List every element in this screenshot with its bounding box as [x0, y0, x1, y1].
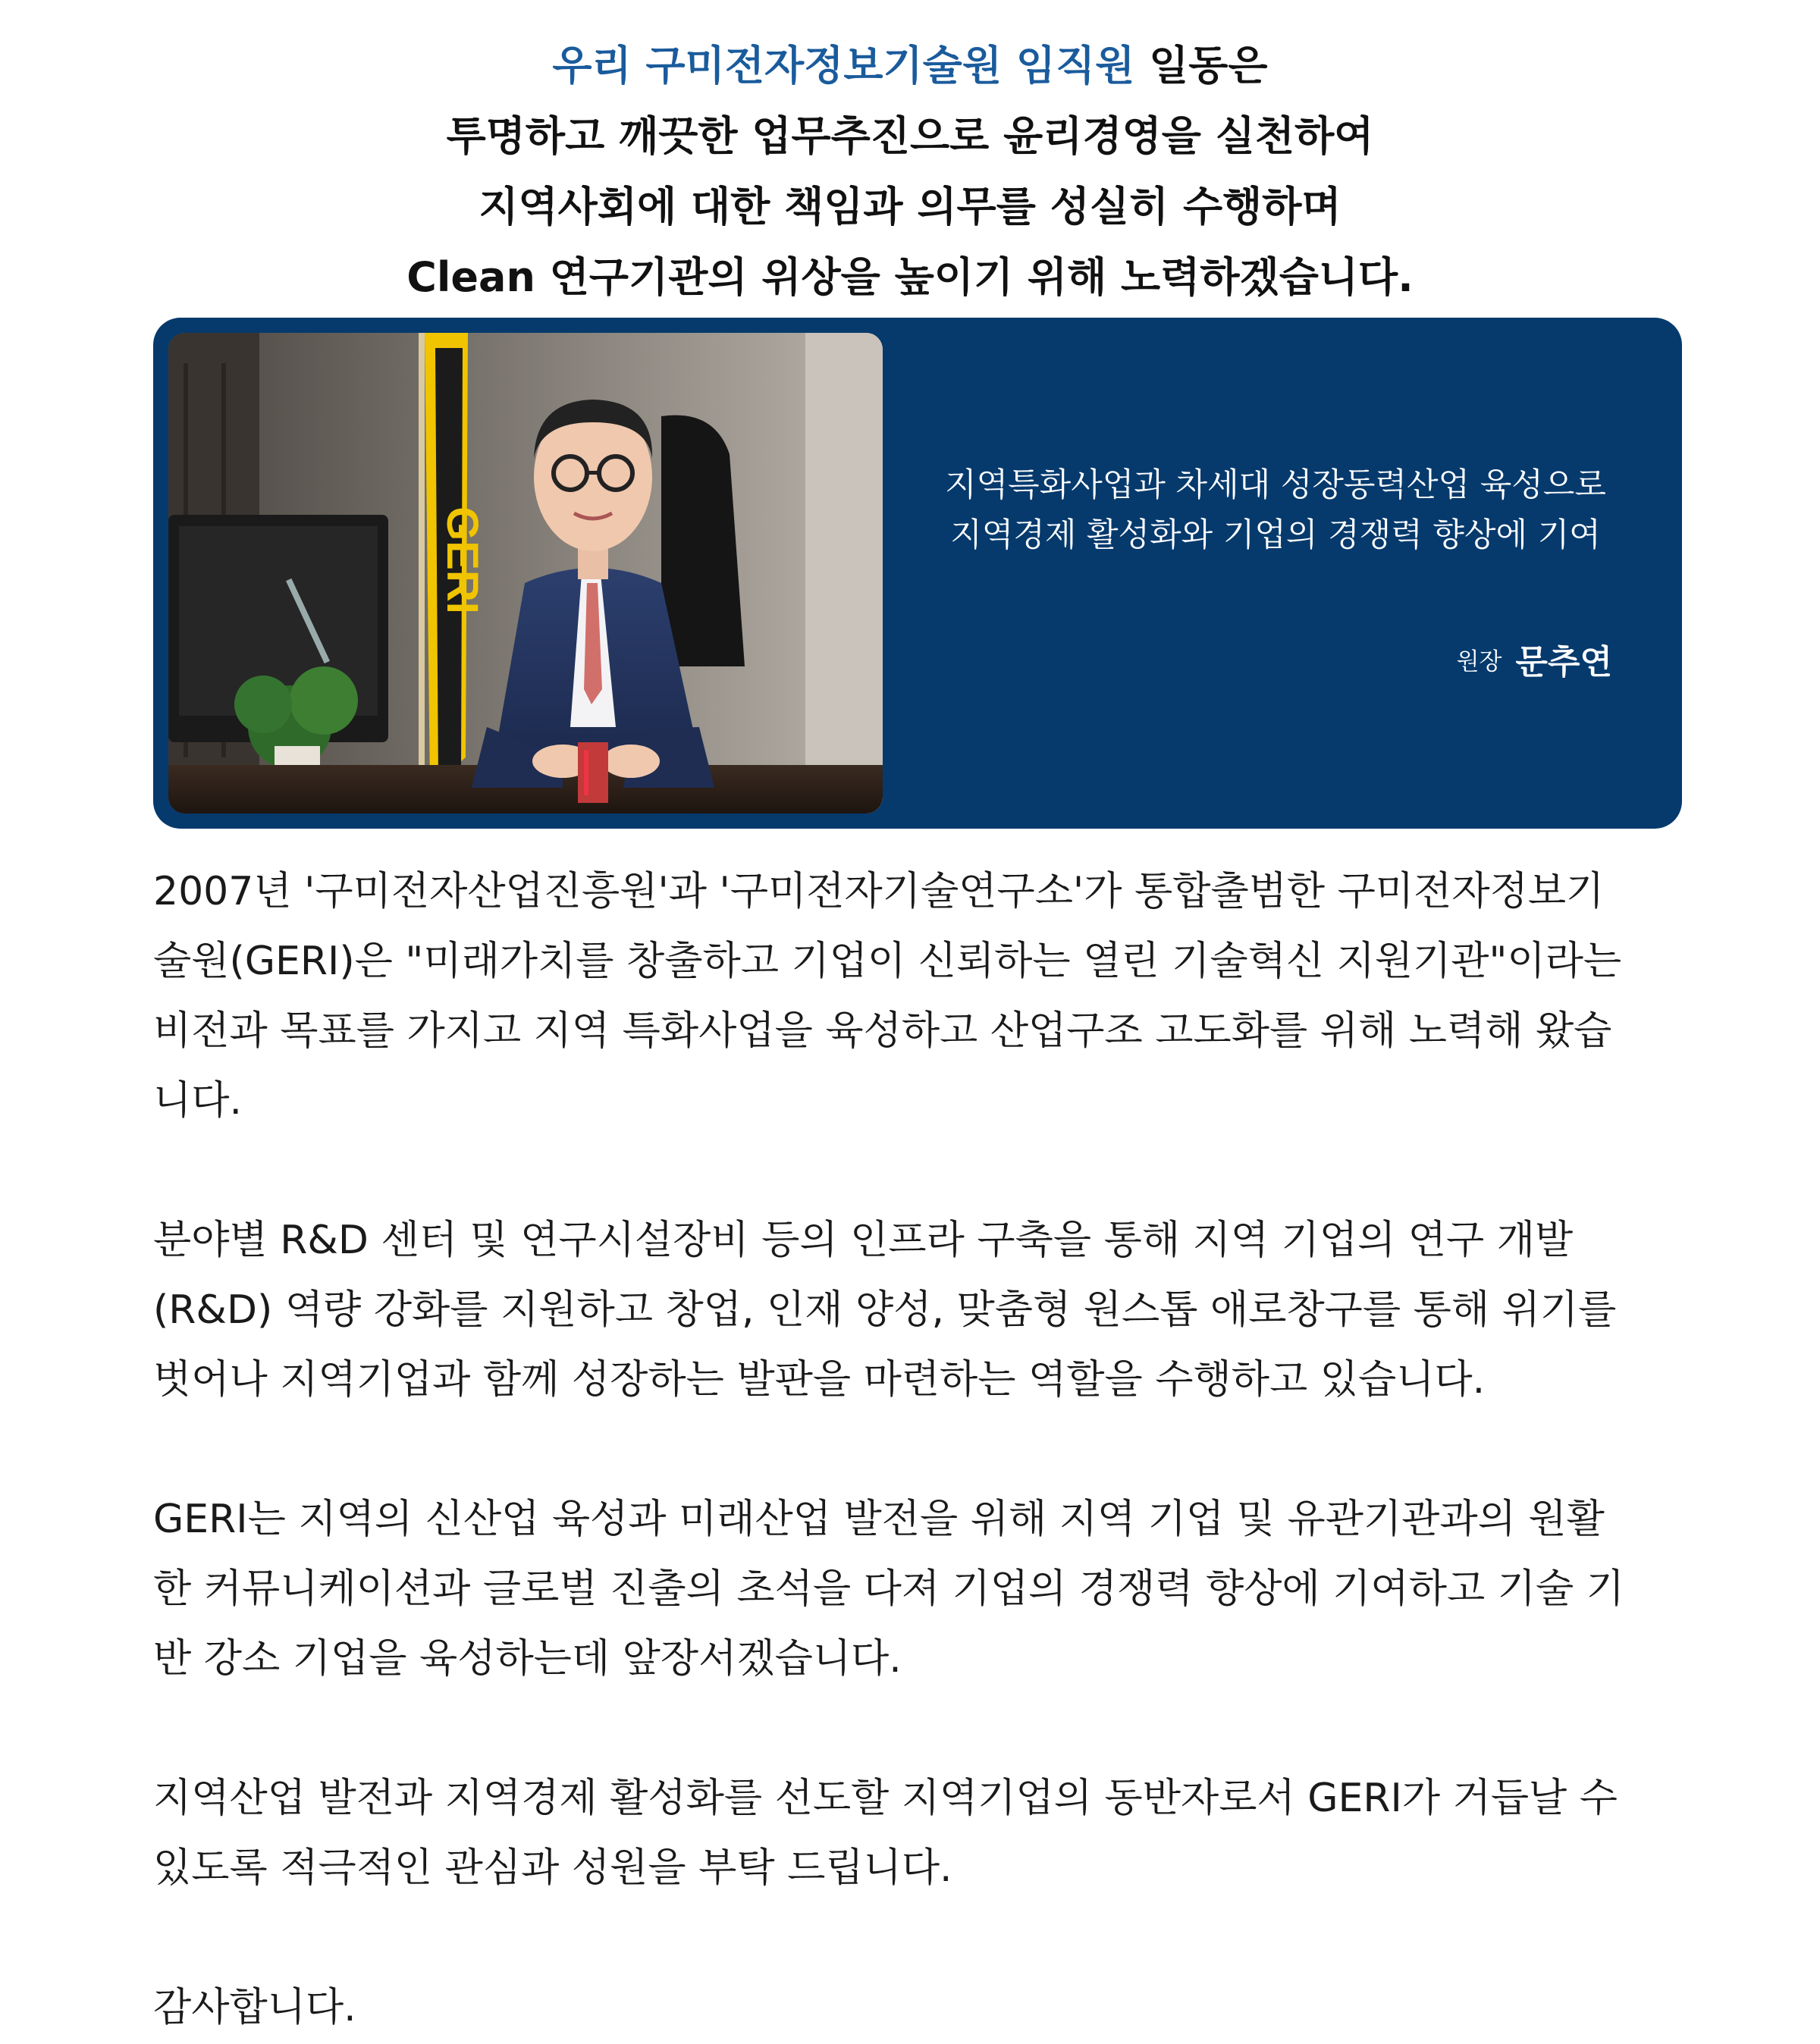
- closing-line: 감사합니다.: [153, 1985, 356, 2030]
- paragraph-4-line: 지역산업 발전과 지역경제 활성화를 선도할 지역기업의 동반자로서 GERI가 거듭날 수: [153, 1776, 1618, 1821]
- paragraph-5: [153, 1973, 1682, 2042]
- signature-role: 원장: [1456, 647, 1502, 676]
- paragraph-1: [153, 857, 1682, 1136]
- paragraph-4: [153, 1763, 1682, 1903]
- quote-line-2: 지역경제 활성화와 기업의 경쟁력 향상에 기여: [950, 516, 1601, 554]
- director-quote: [927, 460, 1624, 560]
- photo-flag-text: GERI: [438, 506, 487, 614]
- paragraph-3-line: 한 커뮤니케이션과 글로벌 진출의 초석을 다져 기업의 경쟁력 향상에 기여하고 기술 기: [153, 1566, 1624, 1612]
- paragraph-3: [153, 1484, 1682, 1694]
- quote-line-1: 지역특화사업과 차세대 성장동력산업 육성으로: [945, 466, 1606, 504]
- paragraph-2-line: 벗어나 지역기업과 함께 성장하는 발판을 마련하는 역할을 수행하고 있습니다.: [153, 1357, 1486, 1403]
- director-banner: [153, 318, 1682, 829]
- paragraph-3-line: 반 강소 기업을 육성하는데 앞장서겠습니다.: [153, 1636, 902, 1682]
- intro-line-1-rest: 일동은: [1134, 42, 1268, 89]
- paragraph-spacer: [153, 1415, 1682, 1484]
- director-photo-illustration: [168, 333, 883, 814]
- paragraph-1-line: 술원(GERI)은 "미래가치를 창출하고 기업이 신뢰하는 열린 기술혁신 지원기관"이라는: [153, 939, 1622, 984]
- intro-line-4: Clean 연구기관의 위상을 높이기 위해 노력하겠습니다.: [406, 253, 1414, 301]
- paragraph-spacer: [153, 1694, 1682, 1763]
- intro-line-1: [0, 30, 1820, 101]
- director-photo: [168, 333, 883, 814]
- paragraph-spacer: [153, 1136, 1682, 1205]
- paragraph-spacer: [153, 1903, 1682, 1973]
- intro-line-3: 지역사회에 대한 책임과 의무를 성실히 수행하며: [479, 183, 1341, 230]
- intro-line-2: 투명하고 깨끗한 업무추진으로 윤리경영을 실천하여: [446, 112, 1374, 160]
- paragraph-1-line: 니다.: [153, 1078, 242, 1124]
- paragraph-1-line: 비전과 목표를 가지고 지역 특화사업을 육성하고 산업구조 고도화를 위해 노력해 왔습: [153, 1008, 1612, 1054]
- intro-highlight: 우리 구미전자정보기술원 임직원: [552, 42, 1135, 89]
- paragraph-3-line: GERI는 지역의 신산업 육성과 미래산업 발전을 위해 지역 기업 및 유관기관과의 원활: [153, 1497, 1605, 1542]
- paragraph-2-line: 분야별 R&D 센터 및 연구시설장비 등의 인프라 구축을 통해 지역 기업의 연구 개발: [153, 1218, 1574, 1263]
- paragraph-1-line: 2007년 '구미전자산업진흥원'과 '구미전자기술연구소'가 통합출범한 구미전자정보기: [153, 869, 1605, 914]
- director-signature: [1457, 635, 1612, 683]
- signature-name: 문추연: [1515, 643, 1612, 682]
- greeting-body: [153, 857, 1682, 2042]
- paragraph-2-line: (R&D) 역량 강화를 지원하고 창업, 인재 양성, 맞춤형 원스톱 애로창구를 통해 위기를: [153, 1287, 1617, 1333]
- intro-statement: [0, 30, 1820, 312]
- paragraph-4-line: 있도록 적극적인 관심과 성원을 부탁 드립니다.: [153, 1845, 952, 1891]
- paragraph-2: [153, 1205, 1682, 1415]
